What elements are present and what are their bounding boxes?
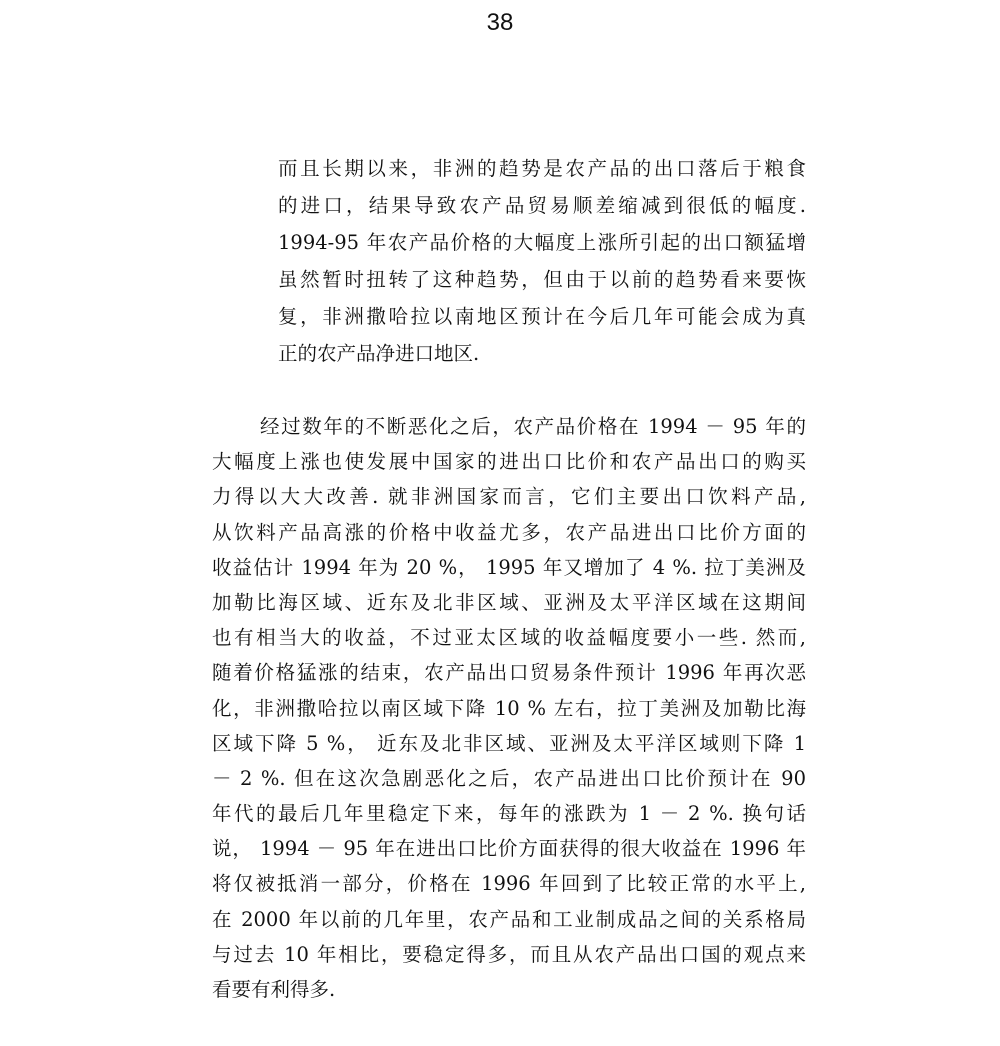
paragraph-line: 随着价格猛涨的结束，农产品出口贸易条件预计 1996 年再次恶: [212, 661, 806, 685]
quote-line: 复，非洲撒哈拉以南地区预计在今后几年可能会成为真: [278, 305, 806, 328]
quote-line: 而且长期以来，非洲的趋势是农产品的出口落后于粮食: [278, 157, 806, 180]
paragraph-line: 看要有利得多.: [212, 978, 336, 1001]
quote-line: 正的农产品净进口地区.: [278, 342, 480, 365]
quote-line: 虽然暂时扭转了这种趋势，但由于以前的趋势看来要恢: [278, 268, 806, 291]
quote-line: 的进口，结果导致农产品贸易顺差缩减到很低的幅度.: [278, 194, 806, 217]
paragraph-line: 大幅度上涨也使发展中国家的进出口比价和农产品出口的购买: [212, 450, 806, 474]
paragraph-line: 在 2000 年以前的几年里，农产品和工业制成品之间的关系格局: [212, 907, 806, 931]
page-number: 38: [486, 9, 514, 36]
paragraph-line: 收益估计 1994 年为 20 %， 1995 年又增加了 4 %. 拉丁美洲及: [212, 555, 806, 579]
paragraph-line: 经过数年的不断恶化之后，农产品价格在 1994 － 95 年的: [260, 415, 806, 438]
paragraph-line: － 2 %. 但在这次急剧恶化之后，农产品进出口比价预计在 90: [212, 766, 806, 790]
paragraph-line: 与过去 10 年相比，要稳定得多，而且从农产品出口国的观点来: [212, 942, 806, 966]
paragraph-line: 从饮料产品高涨的价格中收益尤多，农产品进出口比价方面的: [212, 520, 806, 544]
paragraph-line: 说， 1994 － 95 年在进出口比价方面获得的很大收益在 1996 年: [212, 837, 806, 861]
paragraph-line: 区域下降 5 %， 近东及北非区域、亚洲及太平洋区域则下降 1: [212, 731, 806, 755]
paragraph-line: 加勒比海区域、近东及北非区域、亚洲及太平洋区域在这期间: [212, 590, 806, 614]
paragraph-line: 也有相当大的收益，不过亚太区域的收益幅度要小一些. 然而,: [212, 626, 806, 650]
paragraph-line: 化，非洲撒哈拉以南区域下降 10 % 左右，拉丁美洲及加勒比海: [212, 696, 806, 720]
paragraph-line: 年代的最后几年里稳定下来，每年的涨跌为 1 － 2 %. 换句话: [212, 802, 806, 826]
body-paragraph: [212, 409, 806, 1007]
block-quote: [278, 150, 806, 372]
quote-line: 1994-95 年农产品价格的大幅度上涨所引起的出口额猛增: [278, 231, 806, 254]
paragraph-line: 将仅被抵消一部分，价格在 1996 年回到了比较正常的水平上,: [212, 872, 806, 896]
paragraph-line: 力得以大大改善. 就非洲国家而言，它们主要出口饮料产品,: [212, 485, 806, 509]
